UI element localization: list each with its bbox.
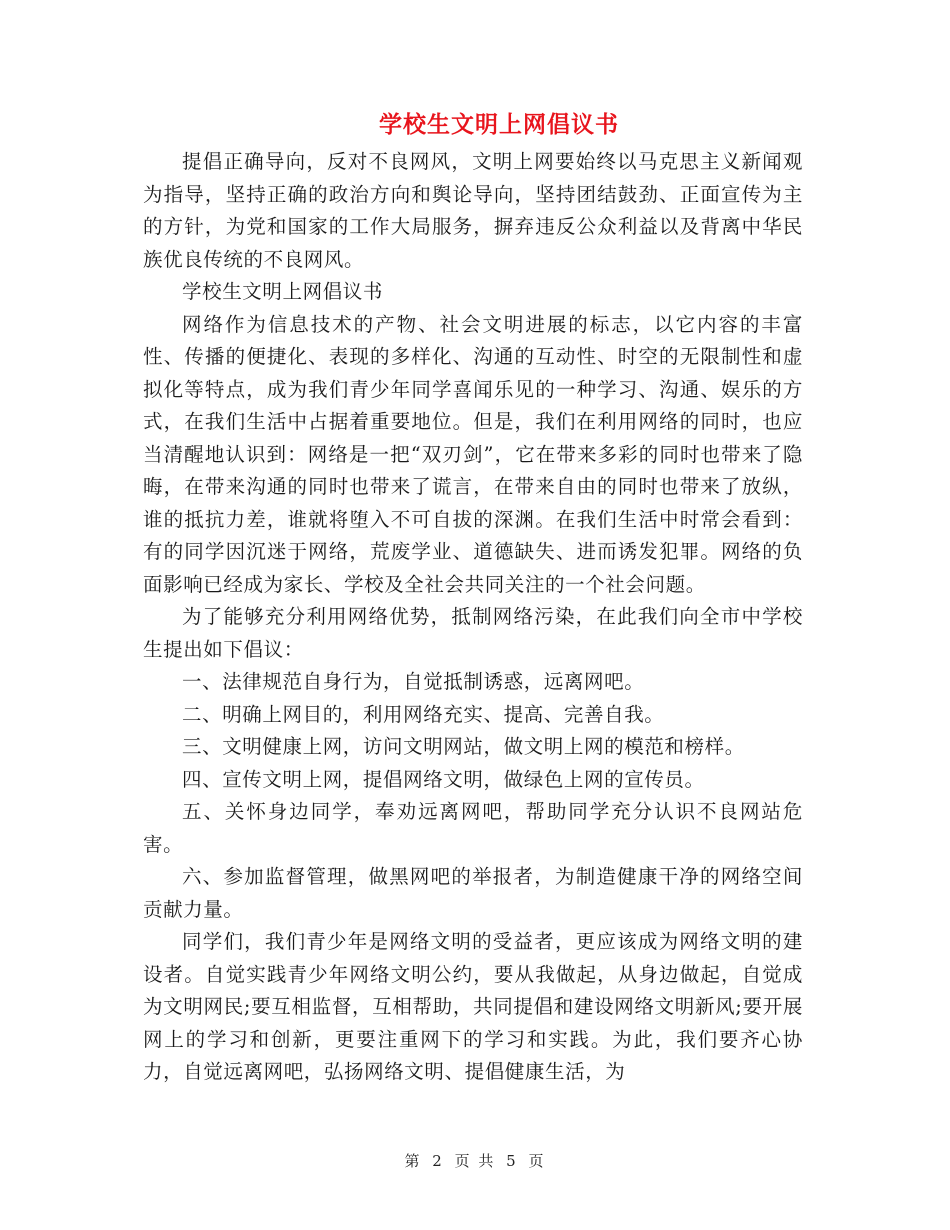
paragraph: 一、法律规范自身行为，自觉抵制诱惑，远离网吧。 — [182, 670, 645, 693]
paragraph: 为了能够充分利用网络优势，抵制网络污染，在此我们向全市中学校生提出如下倡议： — [143, 605, 803, 661]
paragraph: 同学们，我们青少年是网络文明的受益者，更应该成为网络文明的建设者。自觉实践青少年网络文明公约，要从我做起，从身边做起，自觉成为文明网民;要互相监督，互相帮助，共同提倡和建设网络文明新风;要开展网上的学习和创新，更要注重网下的学习和实践。为此，我们要齐心协力，自觉远离网吧，弘扬网络文明、提倡健康生活，为 — [143, 930, 803, 1083]
paragraph: 学校生文明上网倡议书 — [182, 280, 384, 303]
footer-middle: 页 共 — [454, 1152, 496, 1170]
paragraph: 网络作为信息技术的产物、社会文明进展的标志，以它内容的丰富性、传播的便捷化、表现的多样化、沟通的互动性、时空的无限制性和虚拟化等特点，成为我们青少年同学喜闻乐见的一种学习、沟通、娱乐的方式，在我们生活中占据着重要地位。但是，我们在利用网络的同时，也应当清醒地认识到：网络是一把“双刃剑”，它在带来多彩的同时也带来了隐晦，在带来沟通的同时也带来了谎言，在带来自由的同时也带来了放纵，谁的抵抗力差，谁就将堕入不可自拔的深渊。在我们生活中时常会看到：有的同学因沉迷于网络，荒废学业、道德缺失、进而诱发犯罪。网络的负面影响已经成为家长、学校及全社会共同关注的一个社会问题。 — [143, 312, 803, 596]
total-page-count: 5 — [506, 1152, 518, 1170]
page-number-footer — [0, 1150, 950, 1171]
current-page-number: 2 — [432, 1152, 444, 1170]
paragraph: 提倡正确导向，反对不良网风，文明上网要始终以马克思主义新闻观为指导，坚持正确的政治方向和舆论导向，坚持团结鼓劲、正面宣传为主的方针，为党和国家的工作大局服务，摒弃违反公众利益以及背离中华民族优良传统的不良网风。 — [143, 150, 803, 271]
paragraph: 六、参加监督管理，做黑网吧的举报者，为制造健康干净的网络空间贡献力量。 — [143, 865, 803, 921]
footer-suffix: 页 — [528, 1152, 546, 1170]
footer-prefix: 第 — [404, 1152, 422, 1170]
document-title: 学校生文明上网倡议书 — [379, 112, 619, 138]
paragraph: 四、宣传文明上网，提倡网络文明，做绿色上网的宣传员。 — [182, 767, 705, 791]
paragraph: 五、关怀身边同学，奉劝远离网吧，帮助同学充分认识不良网站危害。 — [143, 800, 803, 856]
paragraph: 三、文明健康上网，访问文明网站，做文明上网的模范和榜样。 — [182, 735, 745, 758]
paragraph: 二、明确上网目的，利用网络充实、提高、完善自我。 — [182, 702, 665, 726]
document-body — [143, 146, 803, 1089]
